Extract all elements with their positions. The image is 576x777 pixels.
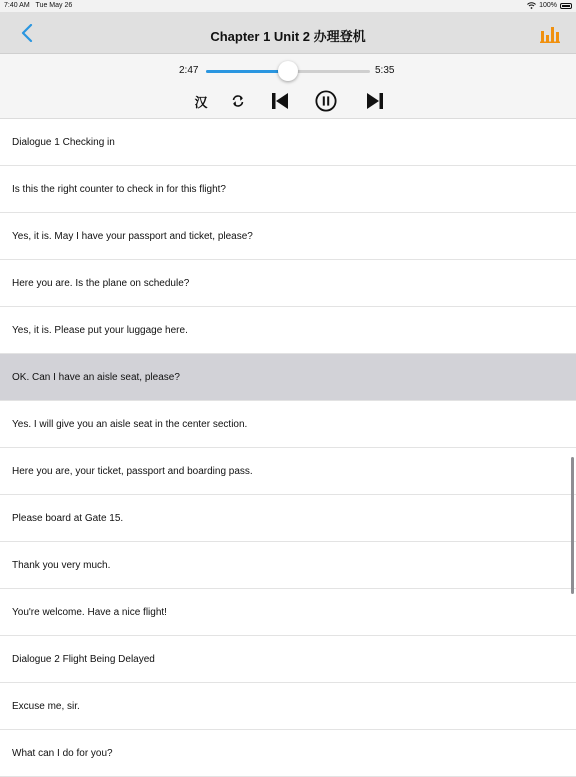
elapsed-time: 2:47 <box>179 65 199 76</box>
chinese-toggle-label: 汉 <box>194 95 208 111</box>
list-item[interactable] <box>0 166 576 213</box>
list-item[interactable] <box>0 683 576 730</box>
list-item[interactable] <box>0 448 576 495</box>
progress-slider[interactable] <box>206 70 370 73</box>
list-item-text: Excuse me, sir. <box>12 700 80 712</box>
audio-player <box>0 54 576 119</box>
list-item[interactable] <box>0 401 576 448</box>
page-title: Chapter 1 Unit 2 办理登机 <box>210 29 366 44</box>
list-item-text: OK. Can I have an aisle seat, please? <box>12 371 180 383</box>
list-item-text: Yes. I will give you an aisle seat in the center section. <box>12 418 248 430</box>
list-item[interactable] <box>0 260 576 307</box>
list-item[interactable] <box>0 354 576 401</box>
list-item[interactable] <box>0 730 576 777</box>
battery-icon <box>560 3 572 9</box>
progress-fill <box>206 70 288 73</box>
list-item[interactable] <box>0 307 576 354</box>
battery-percent: 100% <box>539 2 557 9</box>
list-item-text: You're welcome. Have a nice flight! <box>12 606 167 618</box>
next-button[interactable] <box>364 90 386 112</box>
list-item[interactable] <box>0 636 576 683</box>
next-icon <box>366 93 384 109</box>
stats-icon[interactable] <box>540 23 560 43</box>
list-item[interactable] <box>0 542 576 589</box>
status-time: 7:40 AM <box>4 2 30 9</box>
repeat-icon <box>231 94 245 108</box>
list-item[interactable] <box>0 589 576 636</box>
list-item-text: Dialogue 1 Checking in <box>12 136 115 148</box>
status-date: Tue May 26 <box>35 2 73 9</box>
list-item-text: Dialogue 2 Flight Being Delayed <box>12 653 155 665</box>
previous-icon <box>271 93 289 109</box>
list-item[interactable] <box>0 213 576 260</box>
list-item-text: Is this the right counter to check in for this flight? <box>12 183 226 195</box>
pause-icon <box>315 89 337 113</box>
total-time: 5:35 <box>375 65 395 76</box>
list-item-text: Here you are. Is the plane on schedule? <box>12 277 190 289</box>
scroll-indicator[interactable] <box>571 457 574 594</box>
pause-button[interactable] <box>315 90 337 112</box>
progress-thumb[interactable] <box>278 61 298 81</box>
list-item-text: Thank you very much. <box>12 559 111 571</box>
list-item-text: What can I do for you? <box>12 747 113 759</box>
list-item-text: Yes, it is. May I have your passport and ticket, please? <box>12 230 253 242</box>
list-item-text: Here you are, your ticket, passport and boarding pass. <box>12 465 253 477</box>
status-time-date <box>4 2 72 9</box>
status-right <box>527 2 572 9</box>
list-item[interactable] <box>0 119 576 166</box>
list-item[interactable] <box>0 495 576 542</box>
sentence-list <box>0 119 576 777</box>
status-bar <box>0 0 576 12</box>
navigation-bar <box>0 12 576 54</box>
previous-button[interactable] <box>269 90 291 112</box>
list-item-text: Yes, it is. Please put your luggage here. <box>12 324 188 336</box>
chinese-toggle-button[interactable] <box>190 90 212 112</box>
wifi-icon <box>527 2 536 9</box>
list-item-text: Please board at Gate 15. <box>12 512 124 524</box>
repeat-button[interactable] <box>227 90 249 112</box>
